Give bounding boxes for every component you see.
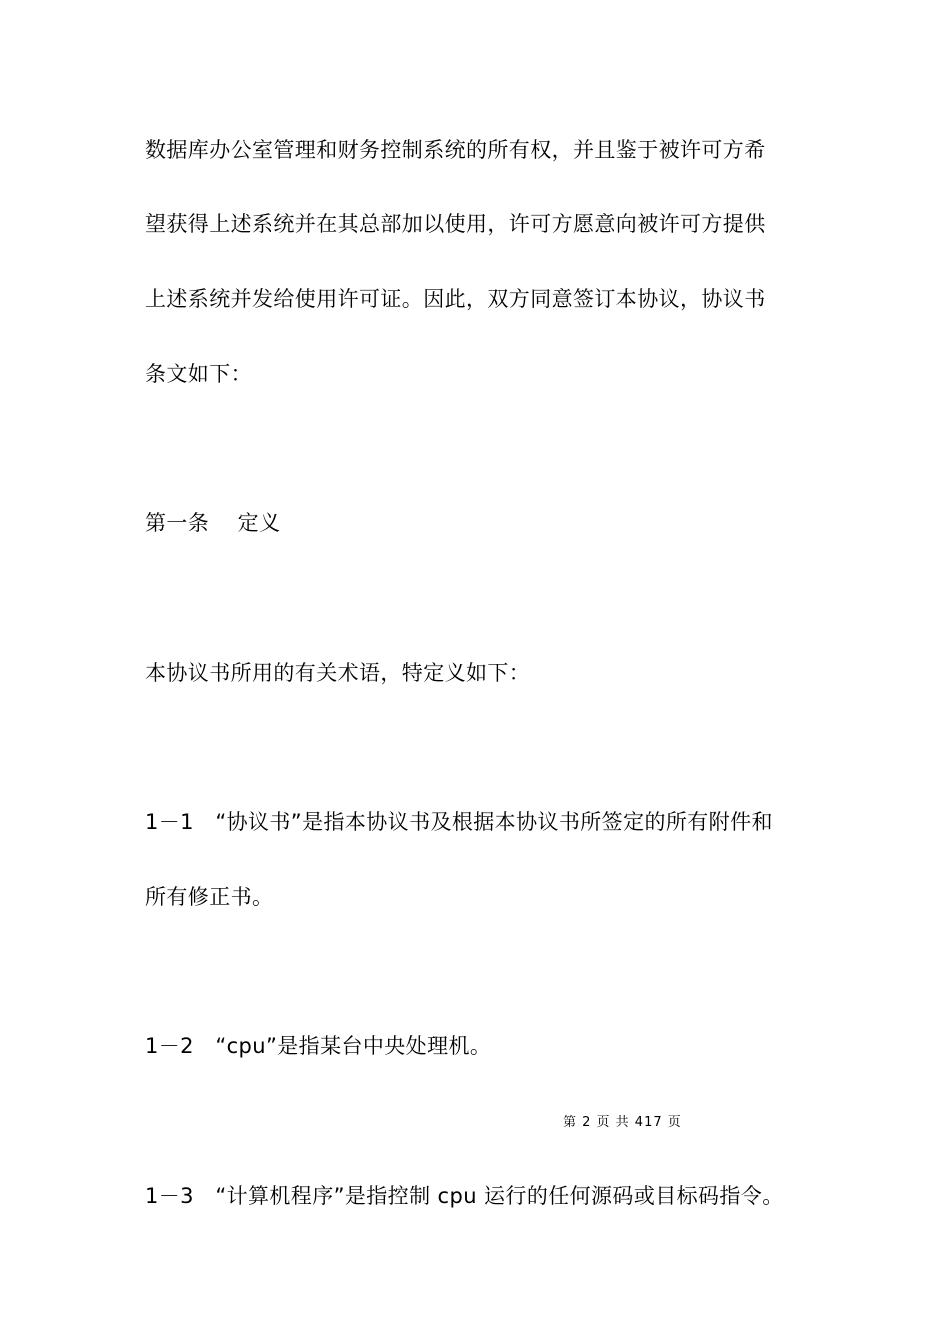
intro-line-3: 上述系统并发给使用许可证。因此，双方同意签订本协议，协议书 bbox=[145, 287, 766, 311]
clause-1-2: 1－2 “cpu”是指某台中央处理机。 bbox=[145, 1034, 492, 1058]
intro-line-2: 望获得上述系统并在其总部加以使用，许可方愿意向被许可方提供 bbox=[145, 212, 766, 236]
clause-1-3: 1－3 “计算机程序”是指控制 cpu 运行的任何源码或目标码指令。 bbox=[145, 1184, 784, 1208]
clause-1-1-line-1: 1－1 “协议书”是指本协议书及根据本协议书所签定的所有附件和 bbox=[145, 810, 773, 834]
page-number-footer: 第 2 页 共 417 页 bbox=[563, 1115, 682, 1130]
intro-line-4: 条文如下： bbox=[145, 362, 252, 386]
article-heading: 第一条 定义 bbox=[145, 511, 281, 535]
definitions-intro: 本协议书所用的有关术语，特定义如下： bbox=[145, 661, 531, 685]
intro-line-1: 数据库办公室管理和财务控制系统的所有权，并且鉴于被许可方希 bbox=[145, 138, 766, 162]
clause-1-1-line-2: 所有修正书。 bbox=[145, 885, 274, 909]
